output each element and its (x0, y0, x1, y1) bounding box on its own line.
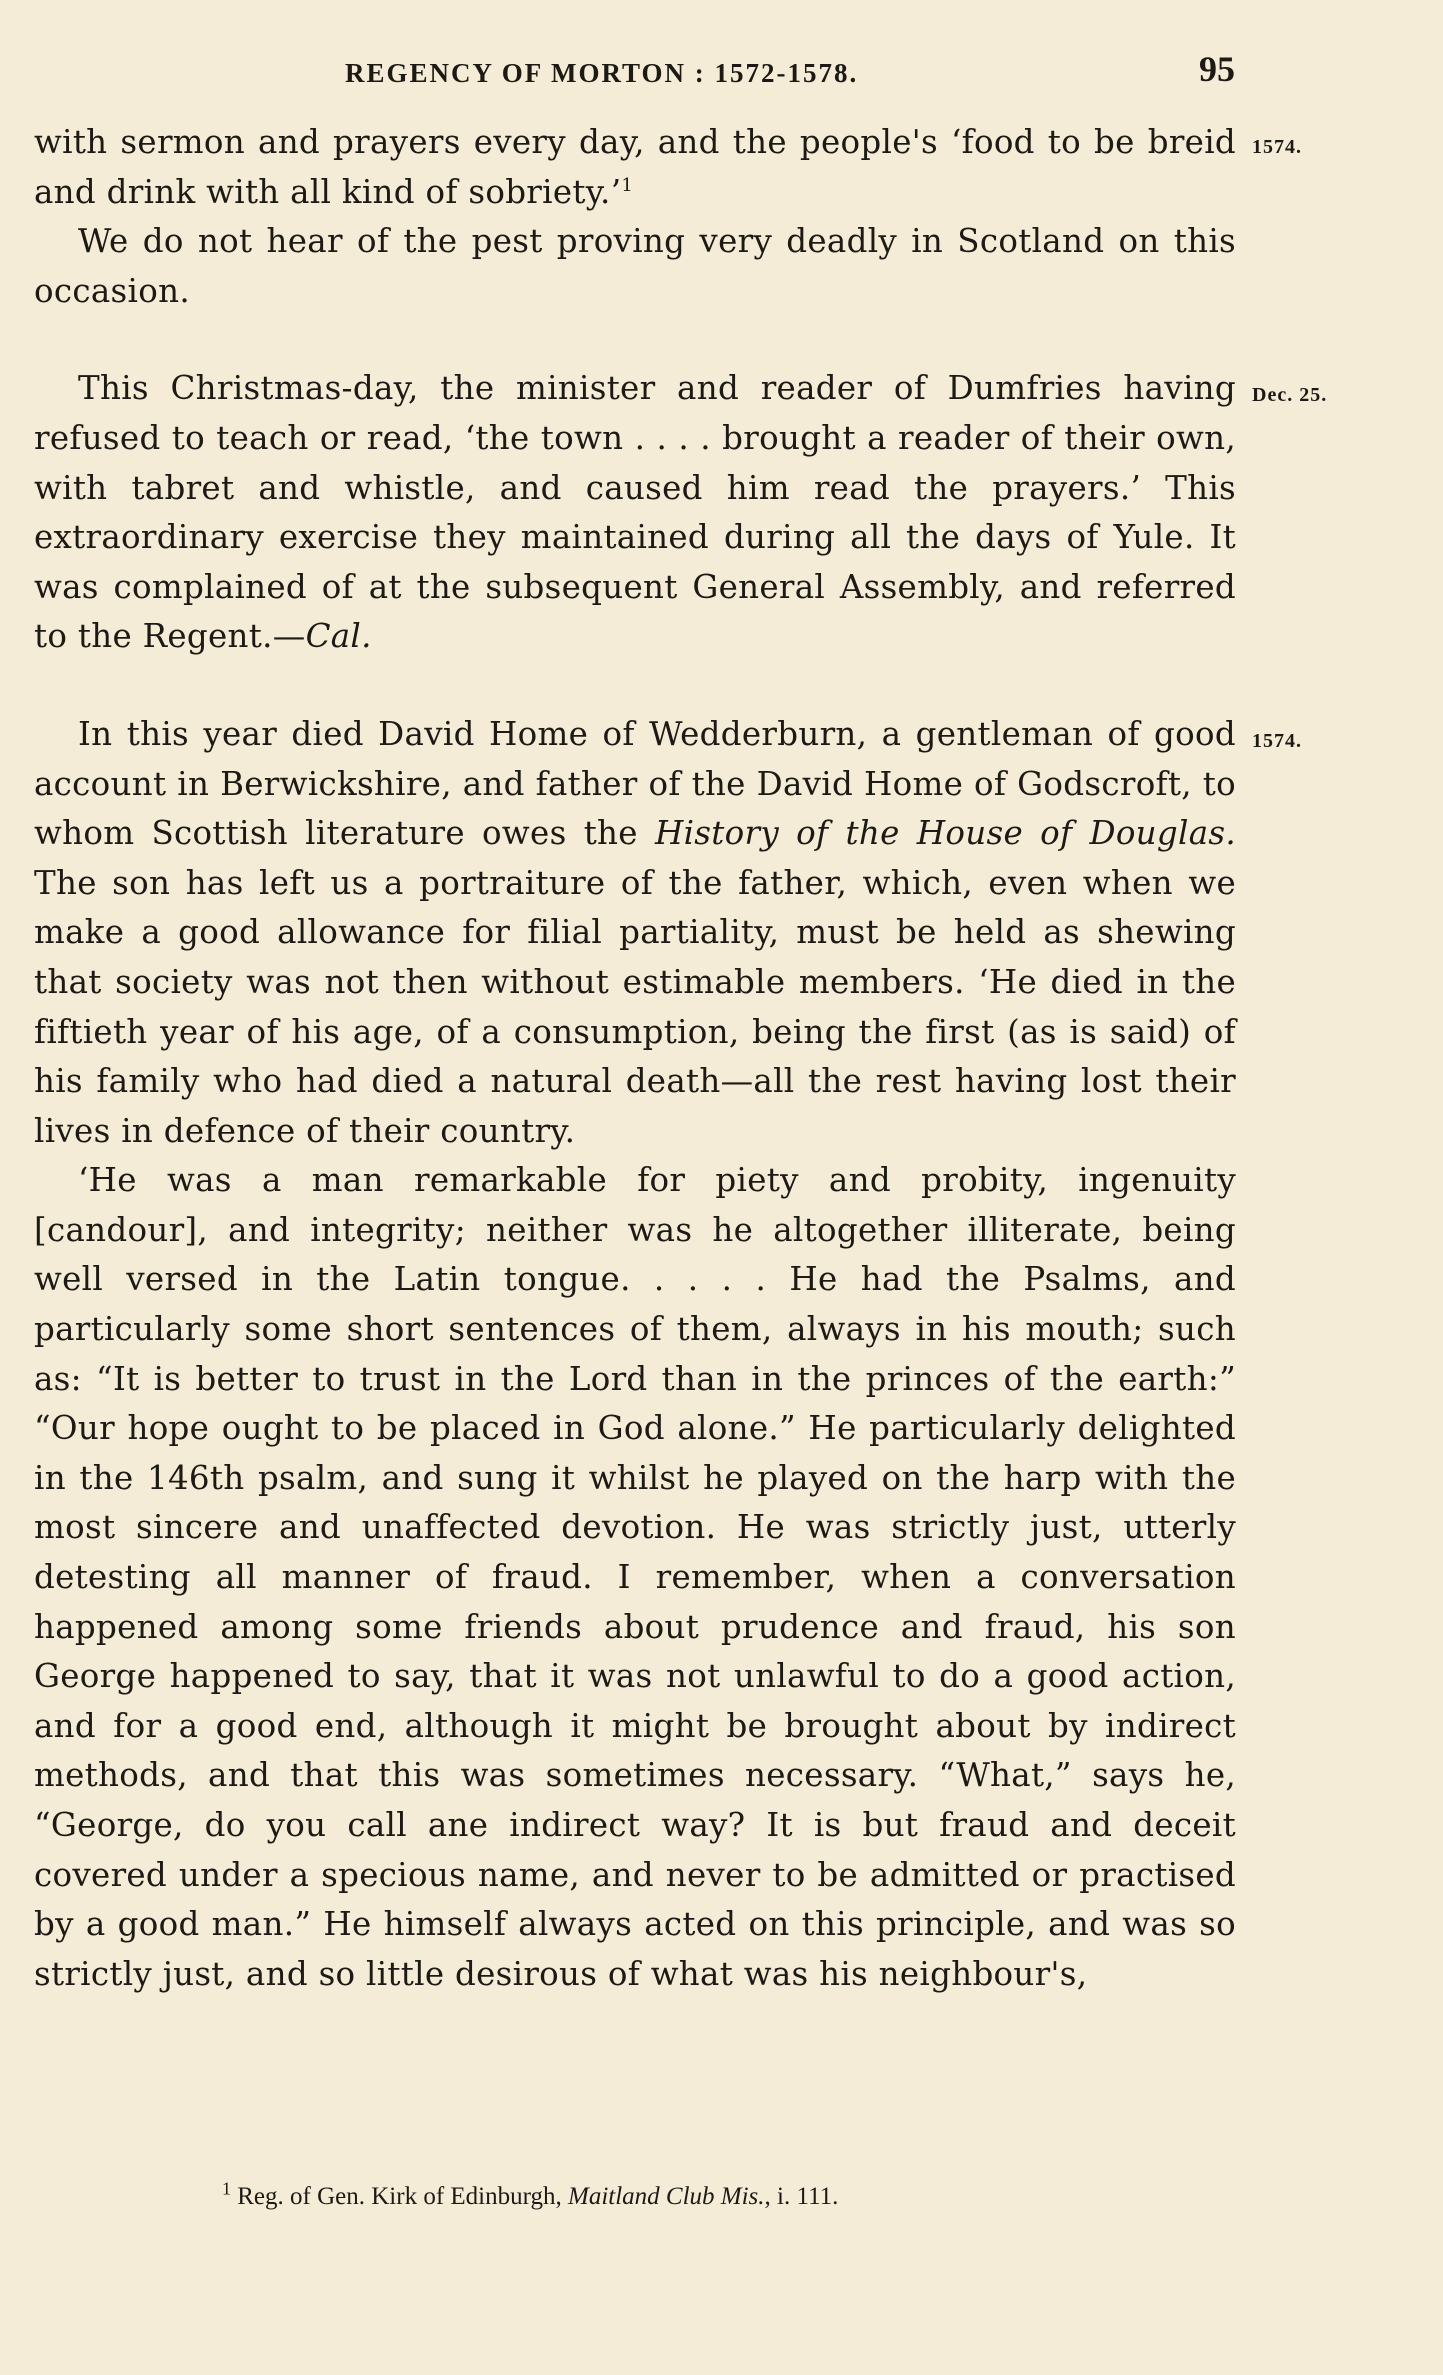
source-citation: Cal. (305, 617, 372, 656)
paragraph-sermon-text: with sermon and prayers every day, and the people's ‘food to be breid and drink with all kind of sobriety.’ (34, 123, 1236, 211)
margin-note-dec-25: Dec. 25. (1252, 384, 1328, 406)
paragraph-christmas-text: This Christmas-day, the minister and reader of Dumfries having refused to teach or read, ‘the town . . . . brought a reader of their own, with tabret and whistle, and caused him read the prayers.’ This extraordinary exercise they maintained during all the days of Yule. It was complained of at the subsequent General Assembly, and referred to the Regent.— (34, 369, 1236, 656)
footnote-reference: 1 (621, 174, 634, 196)
body-text (34, 118, 1236, 1999)
paragraph-david-home-after: The son has left us a portraiture of the father, which, even when we make a good allowance for filial partiality, must be held as shewing that society was not then without estimable members. ‘He died in the fiftieth year of his age, of a consumption, being the first (as is said) of his family who had died a natural death—all the rest having lost their lives in defence of their country. (34, 863, 1236, 1150)
running-title: REGENCY OF MORTON : 1572-1578. (345, 58, 859, 88)
paragraph-david-home-before: In this year died David Home of Wedderburn, a gentleman of good account in Berwickshire, and father of the David Home of Godscroft, to whom Scottish literature owes the (34, 714, 1236, 853)
footnote-text-after: , i. 111. (764, 2183, 839, 2210)
paragraph-christmas-dumfries (34, 364, 1236, 662)
book-title: History of the House of Douglas. (654, 814, 1236, 853)
paragraph-piety-probity: ‘He was a man remarkable for piety and probity, ingenuity [candour], and integrity; neither was he altogether illiterate, being well versed in the Latin tongue. . . . . He had the Psalms, and particularly some short sentences of them, always in his mouth; such as: “It is better to trust in the Lord than in the princes of the earth:” “Our hope ought to be placed in God alone.” He particularly delighted in the 146th psalm, and sung it whilst he played on the harp with the most sincere and unaffected devotion. He was strictly just, utterly detesting all manner of fraud. I remember, when a conversation happened among some friends about prudence and fraud, his son George happened to say, that it was not unlawful to do a good action, and for a good end, although it might be brought about by indirect methods, and that this was sometimes necessary. “What,” says he, “George, do you call ane indirect way? It is but fraud and deceit covered under a specious name, and never to be admitted or practised by a good man.” He himself always acted on this principle, and was so strictly just, and so little desirous of what was his neighbour's, (34, 1161, 1236, 1993)
footnote (222, 2178, 839, 2211)
footnote-text-before: Reg. of Gen. Kirk of Edinburgh, (231, 2183, 568, 2210)
page-header (345, 48, 1235, 98)
margin-note-year-1574-second: 1574. (1252, 730, 1302, 752)
paragraph-sermon (34, 118, 1236, 217)
footnote-number: 1 (222, 2178, 231, 2199)
footnote-italic-source: Maitland Club Mis. (568, 2183, 765, 2210)
paragraph-david-home (34, 710, 1236, 1156)
paragraph-pest: We do not hear of the pest proving very deadly in Scotland on this occasion. (34, 222, 1236, 310)
margin-note-year-1574-first: 1574. (1252, 136, 1302, 158)
page-number: 95 (1199, 49, 1235, 89)
